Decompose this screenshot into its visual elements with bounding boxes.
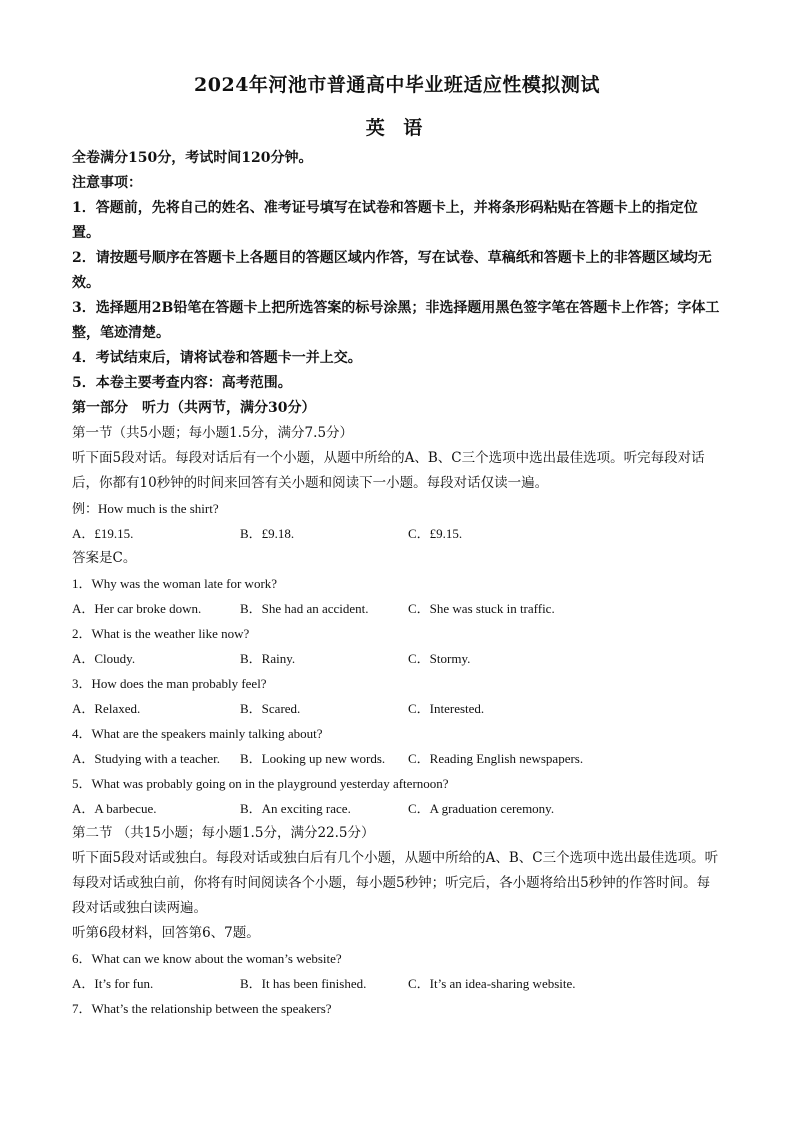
option-c: C．She was stuck in traffic. bbox=[408, 601, 555, 616]
question-3: 3．How does the man probably feel? bbox=[72, 676, 267, 691]
material-note: 听第6段材料，回答第6、7题。 bbox=[72, 925, 260, 941]
question-5-options bbox=[72, 796, 722, 821]
example-answer: 答案是C。 bbox=[72, 550, 137, 566]
option-c: C．£9.15. bbox=[408, 526, 463, 541]
notice-item: 1．答题前，先将自己的姓名、准考证号填写在试卷和答题卡上，并将条形码粘贴在答题卡上的指定位置。 bbox=[72, 200, 698, 241]
question-4: 4．What are the speakers mainly talking about? bbox=[72, 726, 323, 741]
example-question: 例：How much is the shirt? bbox=[72, 501, 219, 516]
option-a: A．Studying with a teacher. bbox=[72, 751, 221, 766]
question-2: 2．What is the weather like now? bbox=[72, 626, 250, 641]
option-a: A．A barbecue. bbox=[72, 801, 157, 816]
total-score-line: 全卷满分150分，考试时间120分钟。 bbox=[72, 150, 313, 166]
option-c: C．A graduation ceremony. bbox=[408, 801, 555, 816]
example-options bbox=[72, 521, 722, 546]
question-6-options bbox=[72, 971, 722, 996]
exam-title: 2024年河池市普通高中毕业班适应性模拟测试 bbox=[194, 74, 600, 96]
notice-item: 2．请按题号顺序在答题卡上各题目的答题区域内作答，写在试卷、草稿纸和答题卡上的非答题区域均无效。 bbox=[72, 250, 712, 291]
notice-heading: 注意事项： bbox=[72, 175, 142, 191]
question-1: 1．Why was the woman late for work? bbox=[72, 576, 278, 591]
option-b: B．She had an accident. bbox=[240, 601, 369, 616]
option-c: C．Interested. bbox=[408, 701, 485, 716]
option-a: A．It’s for fun. bbox=[72, 976, 154, 991]
option-c: C．Stormy. bbox=[408, 651, 471, 666]
part1-heading: 第一部分 听力（共两节，满分30分） bbox=[72, 400, 316, 416]
notice-item: 3．选择题用2B铅笔在答题卡上把所选答案的标号涂黑；非选择题用黑色签字笔在答题卡上作答；字体工整，笔迹清楚。 bbox=[72, 300, 720, 341]
notice-item: 4．考试结束后，请将试卷和答题卡一并上交。 bbox=[72, 350, 362, 366]
question-3-options bbox=[72, 696, 722, 721]
exam-body bbox=[72, 146, 722, 1021]
section2-heading: 第二节 （共15小题；每小题1.5分，满分22.5分） bbox=[72, 825, 375, 841]
section1-heading: 第一节（共5小题；每小题1.5分，满分7.5分） bbox=[72, 425, 354, 441]
option-b: B．Rainy. bbox=[240, 651, 296, 666]
option-b: B．Looking up new words. bbox=[240, 751, 386, 766]
option-b: B．£9.18. bbox=[240, 526, 295, 541]
question-7: 7．What’s the relationship between the speakers? bbox=[72, 1001, 332, 1016]
question-5: 5．What was probably going on in the playground yesterday afternoon? bbox=[72, 776, 449, 791]
question-6: 6．What can we know about the woman’s website? bbox=[72, 951, 342, 966]
question-1-options bbox=[72, 596, 722, 621]
option-b: B．Scared. bbox=[240, 701, 301, 716]
option-a: A．Her car broke down. bbox=[72, 601, 202, 616]
option-c: C．It’s an idea-sharing website. bbox=[408, 976, 576, 991]
option-a: A．Cloudy. bbox=[72, 651, 136, 666]
option-c: C．Reading English newspapers. bbox=[408, 751, 584, 766]
section2-directions: 听下面5段对话或独白。每段对话或独白后有几个小题，从题中所给的A、B、C三个选项中选出最佳选项。听每段对话或独白前，你将有时间阅读各个小题，每小题5秒钟；听完后，各小题将给出5秒钟的作答时间。每段对话或独白读两遍。 bbox=[72, 850, 719, 916]
subject-title: 英 语 bbox=[365, 117, 429, 139]
option-b: B．An exciting race. bbox=[240, 801, 351, 816]
option-a: A．Relaxed. bbox=[72, 701, 141, 716]
option-b: B．It has been finished. bbox=[240, 976, 367, 991]
option-a: A．£19.15. bbox=[72, 526, 134, 541]
notice-item: 5．本卷主要考查内容：高考范围。 bbox=[72, 375, 292, 391]
section1-directions: 听下面5段对话。每段对话后有一个小题，从题中所给的A、B、C三个选项中选出最佳选项。听完每段对话后，你都有10秒钟的时间来回答有关小题和阅读下一小题。每段对话仅读一遍。 bbox=[72, 450, 705, 491]
question-2-options bbox=[72, 646, 722, 671]
question-4-options bbox=[72, 746, 722, 771]
